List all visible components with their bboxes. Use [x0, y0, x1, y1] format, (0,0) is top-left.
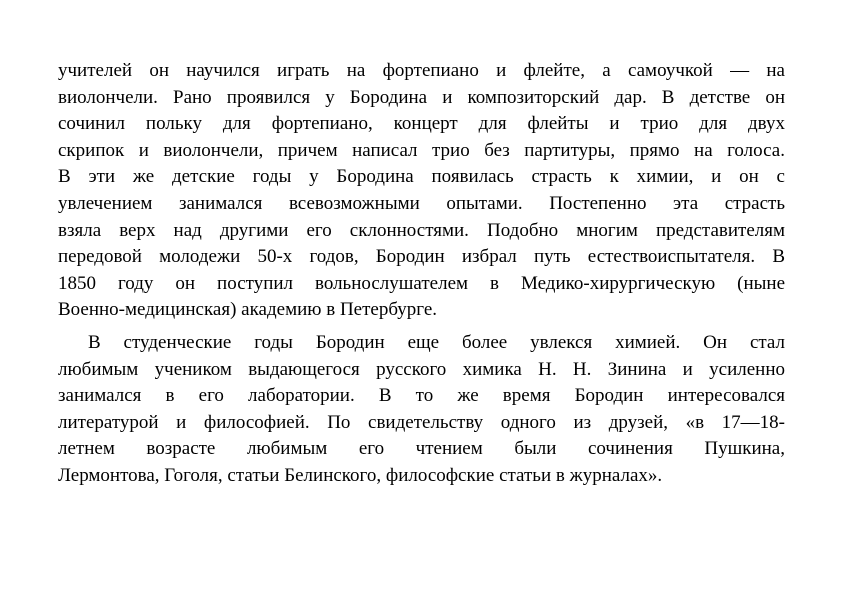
- text-line: летнем возрасте любимым его чтением были сочинения Пушкина,: [58, 438, 785, 460]
- text-line: сочинил польку для фортепиано, концерт для флейты и трио для двух: [58, 113, 785, 135]
- text-line: взяла верх над другими его склонностями. Подобно многим представителям: [58, 219, 785, 241]
- text-line: любимым учеником выдающегося русского химика Н. Н. Зинина и усиленно: [58, 358, 785, 380]
- document-page: [58, 58, 785, 490]
- text-line: литературой и философией. По свидетельству одного из друзей, «в 17—18-: [58, 411, 785, 433]
- text-line: виолончели. Рано проявился у Бородина и композиторский дар. В детстве он: [58, 86, 785, 108]
- text-line: передовой молодежи 50-х годов, Бородин избрал путь естествоиспытателя. В: [58, 246, 785, 268]
- text-line: увлечением занимался всевозможными опытами. Постепенно эта страсть: [58, 192, 785, 214]
- text-line: скрипок и виолончели, причем написал трио без партитуры, прямо на голоса.: [58, 139, 785, 161]
- text-line: Военно-медицинская) академию в Петербурге.: [58, 299, 437, 321]
- text-line: Лермонтова, Гоголя, статьи Белинского, философские статьи в журналах».: [58, 464, 663, 486]
- text-line: учителей он научился играть на фортепиано и флейте, а самоучкой — на: [58, 60, 785, 81]
- text-line: 1850 году он поступил вольнослушателем в Медико-хирургическую (ныне: [58, 272, 785, 294]
- paragraph-1: [58, 58, 785, 324]
- text-line: В эти же детские годы у Бородина появилась страсть к химии, и он с: [58, 166, 785, 188]
- text-line: В студенческие годы Бородин еще более увлекся химией. Он стал: [88, 331, 785, 353]
- paragraph-2: [58, 330, 785, 490]
- text-line: занимался в его лаборатории. В то же время Бородин интересовался: [58, 385, 785, 407]
